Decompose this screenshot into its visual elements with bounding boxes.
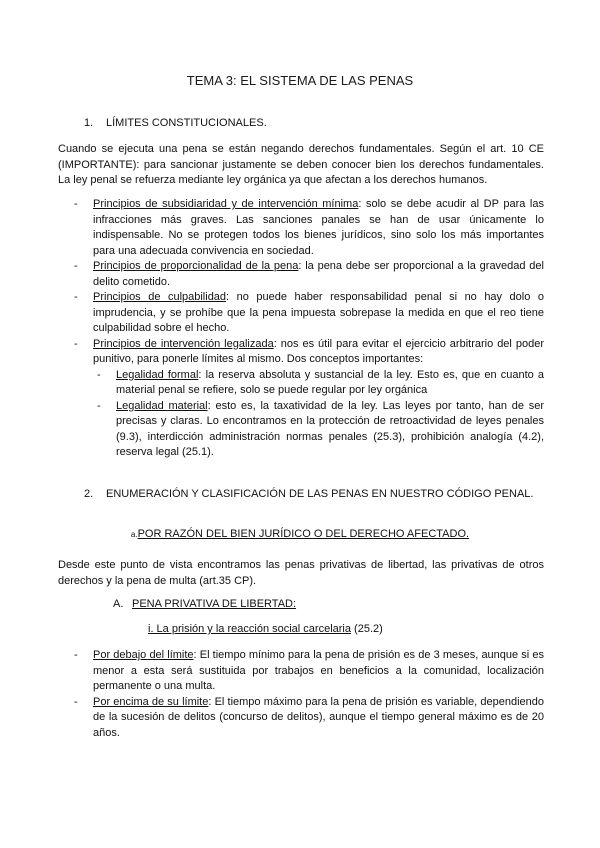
sub-list-item [74, 399, 544, 461]
subsection-a-heading [0, 527, 600, 543]
subsection-a-text: Desde este punto de vista encontramos las penas privativas de libertad, las privativas de otros derechos y la pena de multa (art.35 CP). [58, 559, 544, 587]
list-item [74, 337, 544, 461]
sub-list-item-text: : esto es, la taxatividad de la ley. Las leyes por tanto, han de ser precisas y claras. Lo encontramos en la protección de retroactividad de leyes penales (9.3), interdicción administración normas penales (25.3), prohibición analogía (4.2), reserva legal (25.1). [116, 399, 545, 458]
sub-list-item [74, 368, 544, 399]
list-item-term: Por debajo del límite [93, 649, 194, 661]
page-title: TEMA 3: EL SISTEMA DE LAS PENAS [186, 73, 414, 88]
section-1-number: 1. [84, 117, 94, 129]
section-1-title: LÍMITES CONSTITUCIONALES. [106, 117, 267, 129]
heading-i-ref: (25.2) [350, 623, 383, 635]
list-item-term: Por encima de su límite [93, 695, 209, 708]
section-2-title: ENUMERACIÓN Y CLASIFICACIÓN DE LAS PENAS EN NUESTRO CÓDIGO PENAL. [106, 488, 534, 500]
list-item [74, 290, 544, 337]
section-2-list [74, 648, 544, 741]
section-1-list [74, 197, 544, 461]
subsection-a-marker: a. [130, 530, 138, 539]
section-1-intro: Cuando se ejecuta una pena se están negando derechos fundamentales. Según el art. 10 CE (IMPORTANTE): para sancionar justamente se deben conocer bien los derechos fundamentales. La ley penal se refuerza mediante ley orgánica ya que afectan a los derechos humanos. [58, 143, 544, 186]
list-item-text: : El tiempo máximo para la pena de prisión es variable, dependiendo de la sucesión de delitos (concurso de delitos), aunque el tiempo general máximo es de 20 años. [93, 695, 544, 739]
list-item-term: Principios de proporcionalidad de la pena [93, 260, 299, 272]
section-2-number: 2. [84, 488, 94, 500]
heading-A-marker: A. [113, 598, 124, 610]
section-2-heading [84, 487, 533, 502]
heading-i-title: i. La prisión y la reacción social carcelaria [148, 623, 351, 635]
heading-i [148, 622, 383, 637]
list-item-text: : nos es útil para evitar el ejercicio arbitrario del poder punitivo, para ponerle límites al mismo. Dos conceptos importantes: [93, 337, 544, 365]
sub-list [74, 368, 544, 461]
list-item [74, 695, 544, 742]
list-item-text: : El tiempo mínimo para la pena de prisión es de 3 meses, aunque si es menor a esta será sustituida por trabajos en beneficios a la comunidad, localización permanente o una multa. [93, 649, 544, 692]
list-item-term: Principios de intervención legalizada [93, 337, 274, 350]
sub-list-item-term: Legalidad material [116, 399, 208, 412]
list-item-term: Principios de subsidiaridad y de intervención mínima [93, 198, 359, 210]
subsection-a-title: POR RAZÓN DEL BIEN JURÍDICO O DEL DERECHO AFECTADO. [137, 528, 470, 540]
list-item [74, 259, 544, 290]
list-item [74, 648, 544, 695]
sub-list-item-term: Legalidad formal [116, 368, 199, 381]
list-item-term: Principios de culpabilidad [93, 291, 227, 303]
list-item-text: : no puede haber responsabilidad penal si no hay dolo o imprudencia, y se prohíbe que la pena impuesta sobrepase la medida en que el reo tiene culpabilidad sobre el hecho. [93, 291, 544, 334]
heading-A [113, 597, 296, 612]
section-1-heading [84, 116, 267, 131]
list-item-text: : solo se debe acudir al DP para las infracciones más graves. Las sanciones panales se han de usar únicamente lo indispensable. No se protegen todos los bienes jurídicos, sino solo los más importantes para una adecuada convivencia en sociedad. [93, 198, 544, 257]
heading-A-title: PENA PRIVATIVA DE LIBERTAD: [132, 598, 297, 610]
sub-list-item-text: : la reserva absoluta y sustancial de la ley. Esto es, que en cuanto a material penal se refiere, solo se puede regular por ley orgánica [116, 368, 544, 396]
list-item [74, 197, 544, 259]
list-item-text: : la pena debe ser proporcional a la gravedad del delito cometido. [93, 260, 544, 288]
